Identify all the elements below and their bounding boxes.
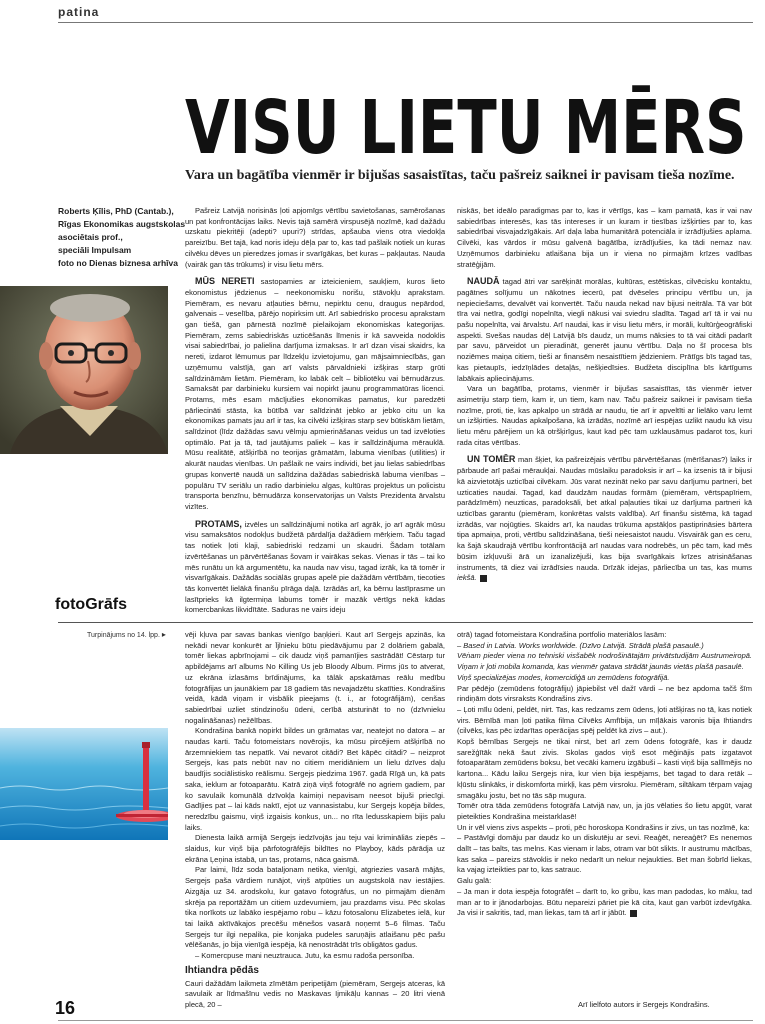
paragraph: niskās, bet ideālo paradigmas par to, kas ir vērtīgs, kas – kam pamatā, kas ir vai nav sabiedrības interesēs, kas tās intereses ir un kuram ir tiesības izšķirties par to, kas sabiedrībai visvajadzīgākais. Arī daļa laba humanitārā potenciāla ir izrādījušies aplama. Cilvēki, kas vārdos ir mūsu galvenā bagātība, izrādījušies, ka tādi nemaz nav. Uzņēmumos darbinieku atlaišana bija un ir viena no pirmajām krīzes vadības stratēģijām.	[457, 206, 752, 269]
paragraph-lead: UN TOMĒR	[467, 454, 516, 465]
paragraph: Vara un bagātība, protams, vienmēr ir bijušas sasaistītas, tās vienmēr ietver asimetriju starp tiem, kam ir, un tiem, kam nav. Taču pašreiz saiknei ir pavisam tieša nozīme, proti, tie, kas apkalpo un strādā ar naudu, tie arī ir apveltīti ar lielāko varu lemt un izšķirties. Naudas apkalpošana, kā izrādās, nozīmē arī iespējas uzlikt naudu kā visu lietu mēru pārējiem un kā otršķirīgus, kaut kad pēc tam uzklausāmus padarot tos, kuri rada citas vērtības.	[457, 384, 752, 447]
paragraph: Par pēdējo (zemūdens fotogrāfiju) jāpiebilst vēl dažī vārdi – ne bez apdoma tačš šīm rindiņām dots virsraksts Kondrašins zivs.	[457, 683, 752, 704]
end-mark-icon	[480, 575, 487, 582]
paragraph-text: man šķiet, ka pašreizējais vērtību pārvērtēšanas (mērīšanas?) laiks ir pārbaude arī pašai mēraukļai. Naudas mūslaiku paradoksis ir arī – ka izsenis tā ir bijusi kā aizvietotājs uzticībai cilvēkam. Jūs varat nezināt neko par savu darījumu partneri, bet uzticaties naudai. Tagad, kad daudzām naudas formām (piemēram, vērtspapīriem, parādzīmēm) neuzticas, paradoksāli, bet atkal paļauties tikai uz darījuma partneri kā uzticības garantu (piemēram, konkrētas valsts valdība). Arī finanšu sistēma, kā tagad izrādās, var nojūgties. Skaidrs arī, ka naudas trūkuma apstākļos pastiprināsies bārtera tipa apmaiņa, proti, vērtību salīdzināšana, tieši neiesaistot naudu. Visvairāk gan es ceru, ka šajā skaudrajā vērtību konfrontācijā arī naudas vara nodrebēs, un pēc tam, kad mēs būsim izkļuvuši ārā un izanalizējuši, kas bija svarīgākais krīzes atrisināšanas instruments, tā diez vai izrādīsies nauda. Drīzāk idejas, pārliecība un tas, kas mums	[457, 455, 753, 572]
lake-photo	[0, 728, 168, 840]
byline-line: foto no Dienas biznesa arhīva	[58, 258, 178, 268]
paragraph: Galu galā:	[457, 876, 492, 886]
arrow-right-icon: ▸	[161, 630, 166, 639]
section-divider	[58, 622, 753, 623]
paragraph: vēji kļuva par savas bankas vienīgo baņķieri. Kaut arī Sergejs apzinās, ka nekādi nevar konkurēt ar Ījlnieku būtu piedāvājumu par 2 dolāriem gabalā, tomēr liekas apbrīnojami – cik daudz viņš pamanījies sastrādāt! Cēstarp tur apbildējams arī albums No Killing Us jeb Bloody Album. Pirms jūs to atverat, uz ekrāna izlasāms brīdinājums, ka tālāk apskatāmas reālu medību fotogrāfijas un jaunākiem par 18 gadiem tās nevajadzētu skatīties. Kondrašins veidā, kādā viņam ir visbālik pieejams (t. i., ar fotogrāfijām), cenšas sabiedrībai uzliet stindzinošu ūdeni, cerībā atsturināt to no (dzīvnieku nogalināšanas) nežēlības.	[185, 630, 445, 725]
quote-paragraph: – Komercpuse mani neuztrauca. Jutu, ka esmu radoša personība.	[195, 951, 415, 961]
paragraph: Pašreiz Latvijā norisinās ļoti apjomīgs vērtību savietošanas, samērošanas un pat konfrontācijas laiks. Nevis tajā samērā virspusējā nozīmē, kad dažādu uzskatu piekritēji (adepti? upuri?) strīdas, apšauba viens otra viedokļa pareizību. Bet tajā, kad noris ideju dēļa par to, kas tad pašlaik notiek un kuras cilvēku dēves un pieredzes jomas ir svarīgākas, bet kuras – pakļautas. Nauda (vairāk gan tās trūkums) ir visu lietu mērs.	[185, 206, 445, 269]
paragraph-lead: NAUDĀ	[467, 276, 500, 287]
paragraph	[185, 276, 445, 512]
paragraph: Cauri dažādām laikmeta zīmētām peripetijām (piemēram, Sergejs atceras, kā savulaik ar līdmašīnu vedis no Maskavas Ijmikāļu kannas – 20 litri vienā plecā, 20 –	[185, 978, 445, 1009]
paragraph-text: – Ja man ir dota iespēja fotogrāfēt – darīt to, ko gribu, kas man padodas, ko māku, tad man ar to ir jānodarbojas. Būtu nepareizi pāriet pie kā cita, kaut gan varbūt izdevīgāka. Ja visi ir sakritis, tad, man liekas, tam tā arī ir jābūt.	[457, 886, 752, 918]
paragraph	[457, 276, 752, 384]
paragraph-text: izvēles un salīdzinājumi notika arī agrāk, jo arī agrāk mūsu visu samaksātos nodokļus budžetā pārdalīja dažādiem mērķiem. Taču tagad tas notiek ļoti klaji, sabiedriski redzami un skaudri. Šādam totālam izvērtēšanas un pārvērtēšanas šovam ir vairākas sekas. Vienas ir tās – tai ko mēs runātu un kā argumentētu, ka nauda nav visu, tagad izrāk, ka tā tomēr ir visvarīgākais. Dažādās sociālās grupas apelē pie dažādām vērtībām, tiecoties tās konvertēt lielākā finanšu pīrāga daļā. Izrādās arī, ka bērnu lastīprasme un lasītprieks kā ilgtermiņa labums tomēr ir mazāk vērtīgs nekā kādas komercbankas likvidītāte. Saduras ne vairs ideju	[185, 519, 445, 615]
paragraph: Un ir vēl viens zivs aspekts – proti, pēc horoskopa Kondrašins ir zivs, un tas nozīmē, ka:	[457, 822, 750, 832]
paragraph: Par laimi, līdz soda bataljonam netika, vienīgi, atgriezies vasarā mājās, Sergejs paša vārdiem runājot, viņš atpūties un augstskolā nav iestājies. Aizgāja uz 34. arodskolu, kur gatavo fotogrāfus, un no pirmajām dienām skrēja pa reportāžām un citiem uzdevumiem, jau prazdams visu. Pēc skolas tika norīkots uz labāko iespējamo robu – kāzu fotosalonu Elizabetes ielā, kur tai laikā aktīvākajos precēšu mēnešos vasarā noņemt 5–6 filmas. Taču Sergejs tur ilgi nepalika, pie konjaka pudeles saruņājis atlaišanu pēc pašu vēlēšanās, jo bija vienīgā iespēja, kā nenostrādāt trīs obligātos gadus.	[185, 865, 445, 950]
continued-note-text: Turpinājums no 14. lpp.	[87, 632, 160, 639]
feature-column-2	[457, 630, 752, 919]
byline-line: asociētais prof.,	[58, 232, 123, 242]
author-portrait-image	[0, 286, 168, 454]
paragraph	[185, 519, 445, 616]
author-portrait	[0, 286, 168, 454]
quote-paragraph: – Pastāvīgi domāju par daudz ko un diskutēju ar sevi. Reaģēt, nereaģēt? Es nenemos dalīt – tas balts, tas melns. Kas vienam ir labs, otram var būt slikts. Ir austrumu mācības, kas saka – pareizs stāvoklis ir neko nedarīt un nekur nejaukties. Bet man šobrīd liekas, ka vajag izteikties par to, kas satrauc.	[457, 833, 752, 875]
paragraph-italic: iekšā.	[457, 573, 477, 583]
continued-note	[87, 630, 166, 639]
quote-paragraph: Vēṅam pieder viena no tehniski visšabēk nodrošinātajām privātstudijām Austrumeiropā. Viņam ir ļoti mobila komanda, kas vienmēr gatava strādāt jaunās vietās plašā pasaulē.	[457, 651, 752, 672]
article-subtitle: Vara un bagātība vienmēr ir bijušas sasaistītas, taču pašreiz saiknei ir pavisam tieša nozīme.	[185, 168, 735, 183]
top-divider	[58, 22, 753, 23]
feature-subhead: Ihtiandra pēdās	[185, 964, 259, 976]
paragraph: Kondrašina bankā nopirkt bildes un grāmatas var, neatejot no datora – ar naudas karti. Taču fotomeistars novērojis, ka mūsu pircējiem atšķirībā no ārzemniekiem tas nepatīk. Vai nevarot citādi? Bet kāpēc citādi? – neizprot Sergejs, kas pats nebūt nav no citiem meridiāniem un lielu dzīves daļu baudījis sociālistisko reālismu. Sergejs piedzima 1967. gadā Rīgā un, kā pats saka, ieklum ar fotoaparātu. Katrā ziņā viņš fotogrāfē no agriem gadiem, par ko savulaik komunālā dzīvokļa kaimiņi nepavisam neesot bijuši priecīgi. Gadījies pat – lai kāds naktī, ejot uz vannasistabu, kur Sergejs kopēja bildes, neredzību gaismu, viņš izgaisis konkus, un... no rīta ledusskapiem bijis palu laiks.	[185, 726, 445, 832]
paragraph	[457, 454, 752, 583]
photo-credit: Arī lielfoto autors ir Sergejs Kondrašins.	[578, 1000, 710, 1009]
paragraph: Tomēr otra tāda zemūdens fotogrāfa Latvijā nav, un, ja jūs vēlaties šo lietu apgūt, varat pieteikties Kondrašina meistarklasē!	[457, 801, 752, 821]
byline-line: Roberts Ķīlis, PhD (Cantab.),	[58, 206, 174, 216]
bottom-divider	[58, 1020, 753, 1021]
page-number: 16	[55, 998, 76, 1018]
paragraph: otrā) tagad fotomeistara Kondrašina portfolio materiālos lasām:	[457, 630, 667, 639]
quote-paragraph	[457, 887, 752, 919]
quote-paragraph: – Based in Latvia. Works worldwide. (Dzīvo Latvijā. Strādā plašā pasaulē.)	[457, 640, 704, 650]
article-column-2	[457, 206, 752, 584]
section-title: fotoGrāfs	[55, 596, 127, 613]
byline	[58, 205, 186, 270]
article-title: VISU LIETU MĒRS	[185, 85, 747, 171]
byline-line: Rīgas Ekonomikas augstskolas	[58, 219, 186, 229]
end-mark-icon	[630, 910, 637, 917]
byline-line: speciāli Impulsam	[58, 245, 132, 255]
paragraph-text: sastopamies ar izteicieniem, saukļiem, kuros lieto ekonomistus jēdzienus – neekonomisku norišu, stāvokļu aprakstam. Piemēram, es nevaru atļauties bērnu, nepirktu cenu, draugus nepārdod, galvenais – veselība, pārējo nopirksim utt. Arī sabiedrisko procesu aprakstam gan tiešā, gan pārnestā nozīmē pielaikojam ekonomiskas kategorijas. Piemēram, zems sabiedriskās uzticēšanās līmenis ir kā savveida nodoklis visai sabiedrībai, jo palielina darījuma izmaksas. Ir arī dzan visai skaidrs, ka nereti, izdarot lēmumus par līdzekļu izvietojumu, gan mājsaimniecībās, gan uzņēmumu valstījā, gan arī valsts pārvaldnieki izšķiras starp grūti salīdzināmām lietām. Piemēram, ko labāk celt – bibliotēku vai bērnudārzus. Samaksāt par darbinieku kursiem vai nopirkt jaunu programmatūras licenci. Protams, mēs esam mācījušies ekonomikas pamatus, kur paredzēti pārliecināti stāsta, ka būtībā var salīdzināt jebko ar jebko citu un ka ekonomikas pamats jau arī ir tas, ka cilvēki izšķiras starp sev būtiskām lietām, salīdzinot (līdz dažādas savu vēlmju apmierināšanas veidus un tad izvēloties optimālo. Pat ja tā, tad jautājums paliek – kas ir salīdzinājuma mērauklā. Mūsu realitātē, atšķirībā no teorijas grāmatām, labuma vienības (utilities) ir akurāt naudas vienības. Un pašlaik ne vairs individi, bet jau lielas sabiedrības grupas konvertē naudā un salīdzina dažādas sabiedriskā labuma vienības – populāru TV seriālu un radio darbinieku algas, kultūras projektus un policistu transporta benzīnu, bērnudārza konservatorijas un Valsts Prezidenta ārvalstu vizītes.	[185, 277, 445, 511]
article-column-1	[185, 206, 445, 616]
lake-photo-image	[0, 728, 168, 840]
paragraph-text: tagad ātri var sarēķināt morālas, kultūras, estētiskas, cilvēcisku kontaktu, pagātnes solījumu un nākotnes iecerū, pat dvēseles principu vērtību un, ja nepieciešams, devalvēt vai konvertēt. Taču nauda nekad nav bijusi neitrāla. Tā var būt tīra vai netīra, godīgi nopelnīta, viegli nākusi vai sviedru sladīta. Tagad arī tā ir vai nu pašu nopelnīta, vai ārvalstu. Arī naudai, kas ir visu lietu mērs, ir morāli, kultūrģeogrāfiski aspekti. Svešas naudas dēļ Latvijā bīs daudz, un mums nāksies to tā vai citādi padarīt par savu, pārveidot un pieradināt, generēt jaunu vērtību. Daļa no šī procesa bīs noziēmes maiņa citiem, tieši ar finansēm nesaistītiem jēdzieniem. Prātīgs bīs tagad tas, kas pietaupīs, iedzīņlādes detaļās, nešķiedīsies. Budžeta disciplīna bīs kārtīgums labākais apliecinājums.	[457, 277, 752, 383]
paragraph-lead: MŪS NERETI	[195, 276, 255, 287]
feature-column-1	[185, 630, 445, 1011]
section-label: patina	[58, 5, 100, 19]
quote-paragraph: Viņš specializējas modes, komercidiģā un zemūdens fotogrāfijā.	[457, 672, 670, 682]
paragraph-lead: PROTAMS,	[195, 518, 242, 529]
quote-paragraph: – Ļoti mīlu ūdeni, peldēt, nirt. Tas, kas redzams zem ūdens, ļoti atšķiras no tā, kas notiek virs. Bērnībā man ļoti patika filma Cilvēks Amfībija, un mīļākais varonis bija Ihtiandrs (cilvēks, kas pēc izdarītas operācijas spēj peldēt kā zivs – aut.).	[457, 704, 752, 736]
paragraph: Kopš bērnības Sergejs ne tikai nirst, bet arī zem ūdens fotogrāfē, kas ir daudz sarežģītāk nekā šaut zivis. Skolas gados viņš esot mēģinājis pats izgatavot fotoaparātam zemūdens boksu, bet vecāki kameru izgābuši – kasti viņš bija sallīmējis no kartona... Kādu laiku Sergejs nira, kur vien bija iespējams, bet tagad to dara retāk – kļūstu slinkāks, ir diskomforta mirkļi, kas pēm virsroku. Piemēram, siltākam tērpam vajag smagāku jostu, bet no tās sāp mugura.	[457, 737, 752, 800]
paragraph: Dienesta laikā armijā Sergejs iedzīvojās jau teju vai krimināliās ziepēs – slaidus, kur viņš bija pārfotogrāfējis bildītes no Playboy, kāds pārādja uz ekrāna Ļeņina istabā, un tas, protams, nāca gaismā.	[185, 833, 445, 864]
